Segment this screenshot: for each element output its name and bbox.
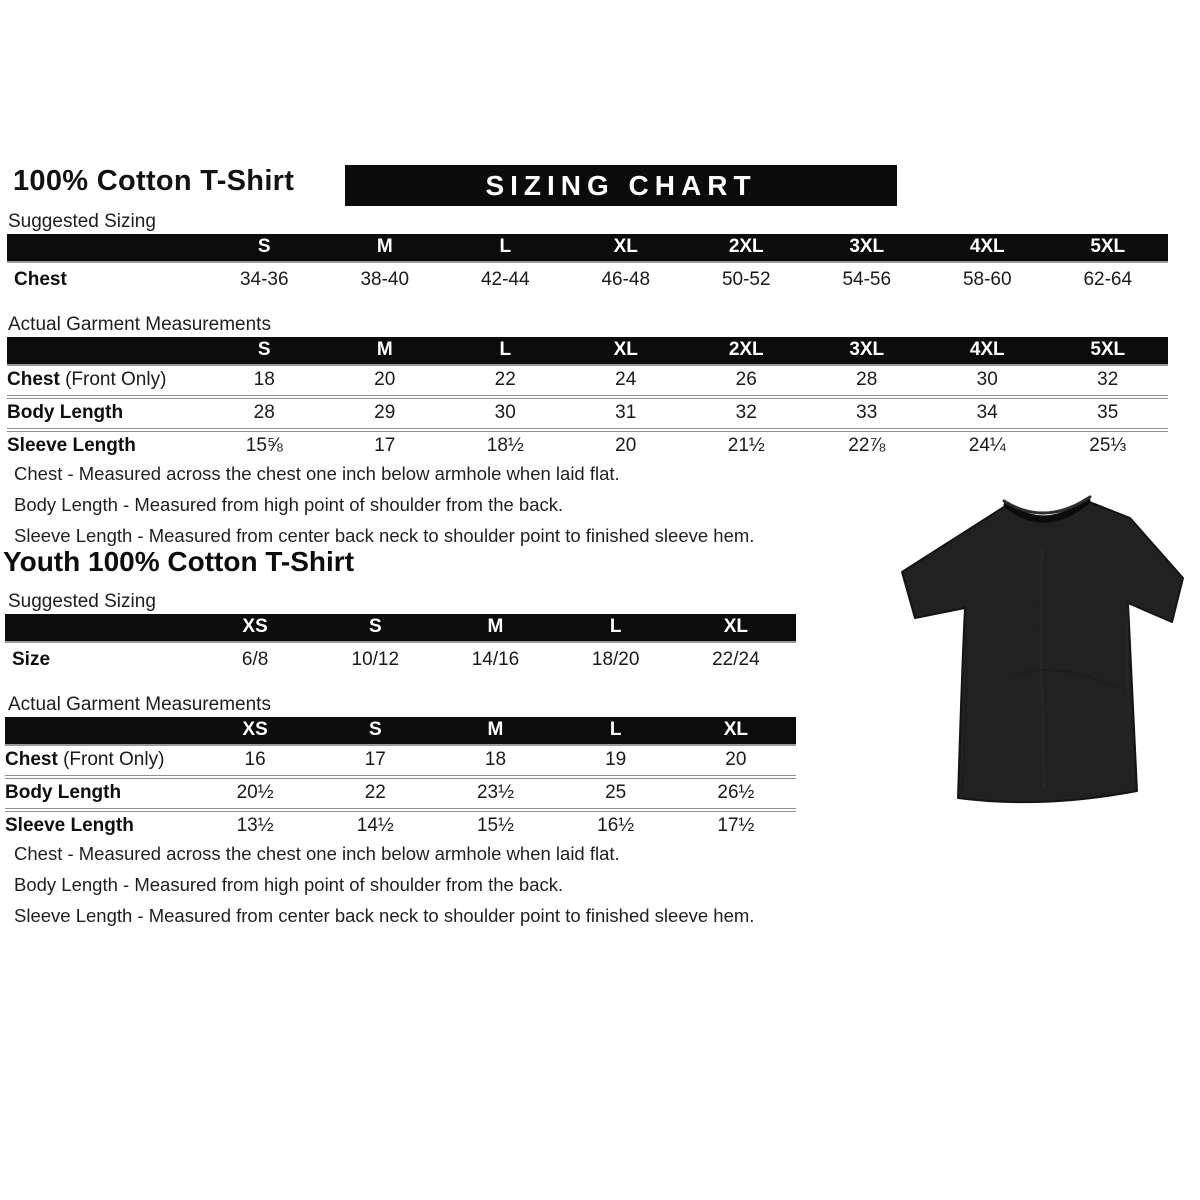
size-column-header: L (445, 337, 566, 365)
measurement-value: 28 (204, 397, 325, 430)
size-column-header: L (445, 234, 566, 262)
measurement-value: 28 (856, 369, 878, 390)
measurement-value: 18/20 (591, 649, 640, 670)
size-column-header: 5XL (1048, 337, 1169, 365)
row-label-spacer (5, 717, 195, 745)
measurement-row (5, 810, 796, 841)
measurement-value: 17 (364, 749, 386, 770)
measurement-value: 46-48 (601, 269, 651, 290)
measurement-row (5, 642, 796, 678)
size-header-row (5, 717, 796, 745)
measurement-value: 15⅝ (204, 430, 325, 461)
black-tshirt-graphic (892, 477, 1192, 807)
size-column-header: 5XL (1048, 234, 1169, 262)
measurement-value: 14½ (315, 810, 435, 841)
size-column-header: 3XL (807, 234, 928, 262)
size-column-header: M (325, 234, 446, 262)
measurement-value: 15½ (435, 810, 555, 841)
row-label: Body Length (7, 397, 204, 430)
size-column-header: XL (566, 337, 687, 365)
measurement-value: 26 (735, 369, 757, 390)
measurement-value: 20 (374, 369, 396, 390)
measurement-value: 54-56 (842, 269, 892, 290)
youth-suggested-sizing-table (5, 614, 796, 678)
size-column-header: S (315, 717, 435, 745)
measurement-value: 17½ (676, 810, 796, 841)
measurement-value: 17 (325, 430, 446, 461)
row-label-spacer (7, 337, 204, 365)
measurement-value: 32 (1097, 369, 1119, 390)
measurement-value: 30 (976, 369, 998, 390)
size-column-header: M (325, 337, 446, 365)
size-column-header: XL (676, 717, 796, 745)
measurement-value: 6/8 (241, 649, 269, 670)
youth-actual-measurements-table (5, 717, 796, 841)
size-column-header: XS (195, 614, 315, 642)
row-label-spacer (5, 614, 195, 642)
adult-actual-measurements-label: Actual Garment Measurements (8, 314, 271, 335)
measurement-value: 22/24 (712, 649, 760, 670)
sleeve-length-note: Sleeve Length - Measured from center back neck to shoulder point to finished sleeve hem. (14, 905, 755, 926)
measurement-value: 20 (725, 749, 747, 770)
measurement-value: 24 (615, 369, 637, 390)
measurement-value: 19 (605, 749, 627, 770)
row-label: Sleeve Length (7, 430, 204, 461)
measurement-value: 25 (556, 777, 676, 810)
body-length-note: Body Length - Measured from high point of shoulder from the back. (14, 874, 564, 895)
youth-measurement-notes (14, 843, 754, 936)
size-column-header: 4XL (927, 337, 1048, 365)
sleeve-length-note: Sleeve Length - Measured from center back neck to shoulder point to finished sleeve hem. (14, 525, 755, 546)
adult-section-title: 100% Cotton T-Shirt (13, 165, 295, 197)
size-header-row (7, 337, 1168, 365)
measurement-value: 35 (1048, 397, 1169, 430)
size-column-header: XS (195, 717, 315, 745)
tshirt-image (892, 477, 1192, 807)
measurement-value: 22 (315, 777, 435, 810)
measurement-value: 22⅞ (807, 430, 928, 461)
row-label: Chest (Front Only) (7, 369, 167, 390)
size-column-header: L (556, 717, 676, 745)
chest-note: Chest - Measured across the chest one inch below armhole when laid flat. (14, 463, 620, 484)
sizing-chart-banner: SIZING CHART (345, 165, 897, 206)
size-header-row (5, 614, 796, 642)
measurement-value: 18 (253, 369, 275, 390)
adult-measurement-notes (14, 463, 754, 556)
measurement-value: 32 (686, 397, 807, 430)
row-label: Chest (Front Only) (5, 749, 165, 770)
measurement-value: 14/16 (471, 649, 520, 670)
measurement-value: 42-44 (480, 269, 530, 290)
measurement-value: 16½ (556, 810, 676, 841)
measurement-value: 13½ (195, 810, 315, 841)
adult-suggested-sizing-label: Suggested Sizing (8, 211, 156, 232)
body-length-note: Body Length - Measured from high point of shoulder from the back. (14, 494, 564, 515)
measurement-value: 62-64 (1083, 269, 1133, 290)
measurement-value: 23½ (435, 777, 555, 810)
measurement-value: 24¼ (927, 430, 1048, 461)
measurement-row (7, 262, 1168, 298)
size-column-header: M (435, 717, 555, 745)
size-column-header: S (204, 234, 325, 262)
measurement-row (5, 745, 796, 777)
measurement-value: 34-36 (239, 269, 289, 290)
measurement-row (7, 397, 1168, 430)
adult-actual-measurements-table (7, 337, 1168, 461)
measurement-value: 25⅓ (1048, 430, 1169, 461)
row-label-spacer (7, 234, 204, 262)
measurement-value: 10/12 (351, 649, 400, 670)
measurement-row (7, 365, 1168, 397)
row-label: Sleeve Length (5, 810, 195, 841)
row-label: Body Length (5, 777, 195, 810)
measurement-value: 33 (807, 397, 928, 430)
measurement-value: 20 (566, 430, 687, 461)
size-column-header: XL (566, 234, 687, 262)
measurement-value: 18 (484, 749, 507, 770)
size-column-header: M (435, 614, 555, 642)
row-label: Chest (14, 269, 67, 290)
size-column-header: 2XL (686, 234, 807, 262)
measurement-value: 58-60 (962, 269, 1012, 290)
measurement-value: 38-40 (360, 269, 410, 290)
size-column-header: 3XL (807, 337, 928, 365)
measurement-row (5, 777, 796, 810)
size-column-header: S (315, 614, 435, 642)
size-column-header: 4XL (927, 234, 1048, 262)
youth-suggested-sizing-label: Suggested Sizing (8, 591, 156, 612)
measurement-value: 16 (244, 749, 266, 770)
measurement-value: 20½ (195, 777, 315, 810)
size-column-header: S (204, 337, 325, 365)
size-column-header: XL (676, 614, 796, 642)
youth-section-title: Youth 100% Cotton T-Shirt (3, 546, 355, 577)
measurement-value: 21½ (686, 430, 807, 461)
measurement-value: 18½ (445, 430, 566, 461)
measurement-value: 29 (325, 397, 446, 430)
size-column-header: L (556, 614, 676, 642)
measurement-value: 26½ (676, 777, 796, 810)
measurement-value: 50-52 (721, 269, 771, 290)
measurement-value: 31 (566, 397, 687, 430)
size-header-row (7, 234, 1168, 262)
adult-suggested-sizing-table (7, 234, 1168, 298)
size-column-header: 2XL (686, 337, 807, 365)
measurement-value: 30 (445, 397, 566, 430)
measurement-value: 22 (494, 369, 516, 390)
youth-actual-measurements-label: Actual Garment Measurements (8, 694, 271, 715)
row-label: Size (12, 649, 51, 670)
measurement-row (7, 430, 1168, 461)
chest-note: Chest - Measured across the chest one inch below armhole when laid flat. (14, 843, 620, 864)
measurement-value: 34 (927, 397, 1048, 430)
